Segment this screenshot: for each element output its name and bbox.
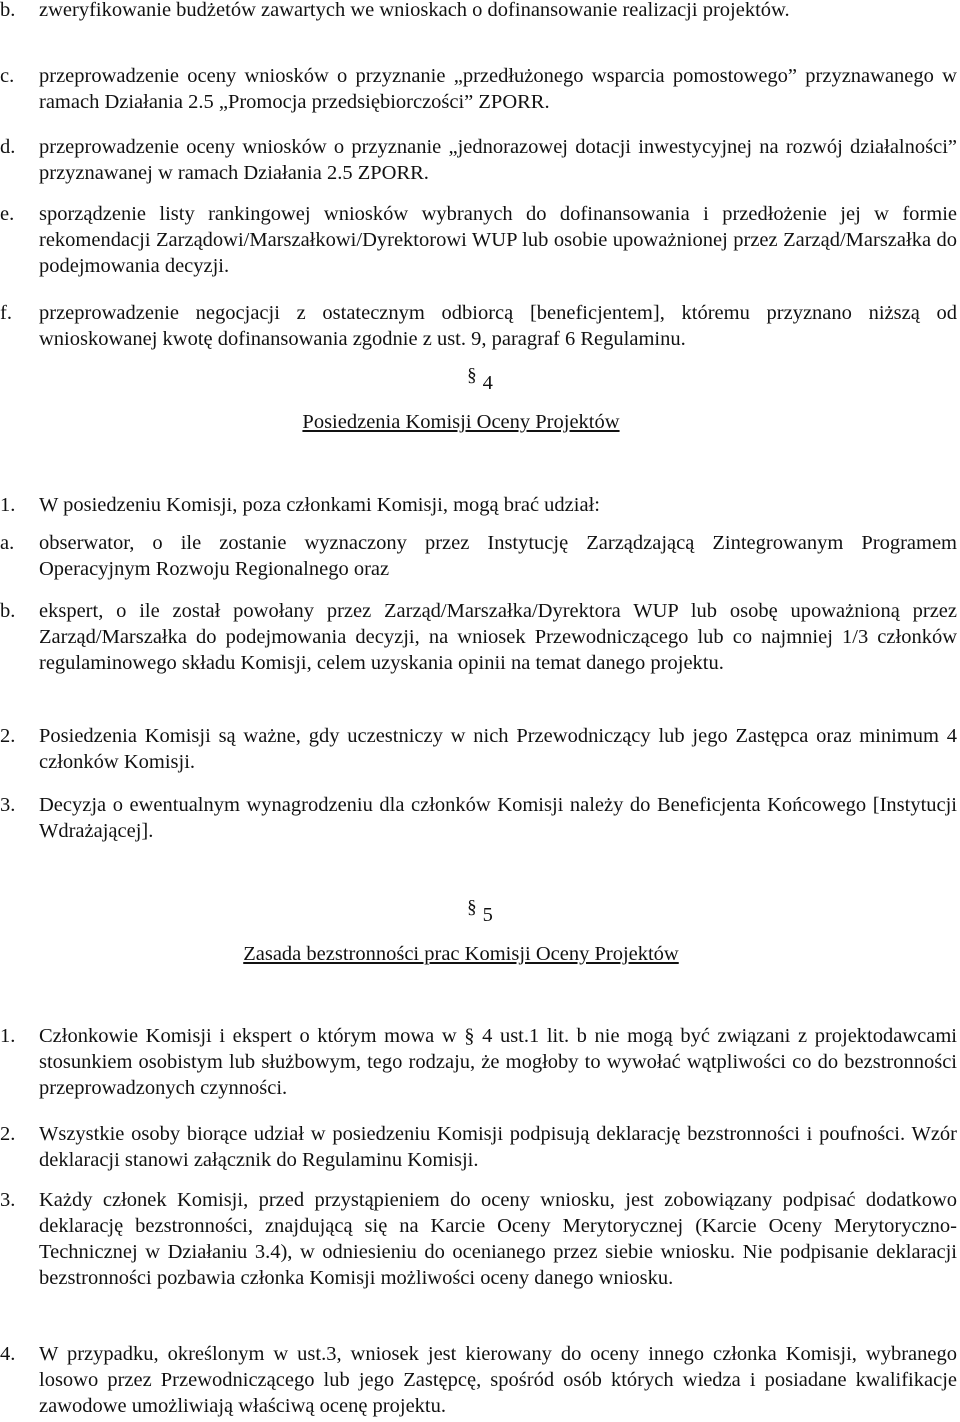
list-marker: 3.: [0, 1189, 16, 1211]
section-4-title: Posiedzenia Komisji Oceny Projektów: [302, 411, 620, 433]
list-item-text: przeprowadzenie oceny wniosków o przyznanie „jednorazowej dotacji inwestycyjnej na rozwój działalności” przyznawanej w ramach Działania 2.5 ZPORR.: [39, 136, 957, 184]
list-item-text: Członkowie Komisji i ekspert o którym mowa w § 4 ust.1 lit. b nie mogą być związani z projektodawcami stosunkiem osobistym lub służbowym, tego rodzaju, że mogłoby to wywołać wątpliwości co do bezstronności przeprowadzonych czynności.: [39, 1025, 957, 1099]
list-item: [0, 723, 957, 775]
list-item: [0, 63, 957, 115]
list-marker: 2.: [0, 725, 16, 747]
list-item: [0, 201, 957, 279]
list-item: [0, 300, 957, 352]
paragraph-symbol: §: [467, 897, 477, 918]
list-marker: 2.: [0, 1123, 16, 1145]
list-marker: e.: [0, 203, 15, 225]
list-item-text: W przypadku, określonym w ust.3, wniosek jest kierowany do oceny innego członka Komisji, wybranego losowo przez Przewodniczącego lub jego Zastępcę, spośród osób których wiedza i posiadane kwalifikacje zawodowe umożliwiają właściwą ocenę projektu.: [39, 1343, 957, 1417]
list-marker: 1.: [0, 1025, 16, 1047]
section-5-number: [0, 897, 960, 929]
section-4-number: [0, 365, 960, 397]
list-marker: 1.: [0, 494, 16, 516]
section-number: 5: [482, 904, 493, 926]
list-item: [0, 1187, 957, 1291]
list-marker: 4.: [0, 1343, 16, 1365]
list-item: [0, 792, 957, 844]
list-item: [0, 530, 957, 582]
list-item-text: W posiedzeniu Komisji, poza członkami Komisji, mogą brać udział:: [39, 494, 600, 516]
list-item-text: Wszystkie osoby biorące udział w posiedzeniu Komisji podpisują deklarację bezstronności i poufności. Wzór deklaracji stanowi załącznik do Regulaminu Komisji.: [39, 1123, 957, 1171]
list-marker: c.: [0, 65, 15, 87]
section-number: 4: [482, 372, 493, 394]
list-item: [0, 598, 957, 676]
list-item-text: obserwator, o ile zostanie wyznaczony przez Instytucję Zarządzającą Zintegrowanym Programem Operacyjnym Rozwoju Regionalnego oraz: [39, 532, 957, 580]
list-item: [0, 492, 957, 518]
list-item: [0, 1341, 957, 1419]
paragraph-symbol: §: [467, 365, 477, 386]
list-item-text: przeprowadzenie oceny wniosków o przyznanie „przedłużonego wsparcia pomostowego” przyznawanego w ramach Działania 2.5 „Promocja przedsiębiorczości” ZPORR.: [39, 65, 957, 113]
list-item-text: zweryfikowanie budżetów zawartych we wnioskach o dofinansowanie realizacji projektów.: [39, 0, 790, 21]
list-item-text: Decyzja o ewentualnym wynagrodzeniu dla członków Komisji należy do Beneficjenta Końcowego [Instytucji Wdrażającej].: [39, 794, 957, 842]
list-marker: 3.: [0, 794, 16, 816]
list-item: [0, 1121, 957, 1173]
list-item-text: przeprowadzenie negocjacji z ostatecznym odbiorcą [beneficjentem], któremu przyznano niższą od wnioskowanej kwotę dofinansowania zgodnie z ust. 9, paragraf 6 Regulaminu.: [39, 302, 957, 350]
list-item: [0, 134, 957, 186]
list-marker: b.: [0, 600, 16, 622]
list-marker: d.: [0, 136, 16, 158]
list-marker: b.: [0, 0, 16, 21]
list-marker: a.: [0, 532, 15, 554]
list-item: [0, 1023, 957, 1101]
list-item-text: sporządzenie listy rankingowej wniosków wybranych do dofinansowania i przedłożenie jej w formie rekomendacji Zarządowi/Marszałkowi/Dyrektorowi WUP lub osobie upoważnionej przez Zarząd/Marszałka do podejmowania decyzji.: [39, 203, 957, 277]
section-5-title: Zasada bezstronności prac Komisji Oceny Projektów: [243, 943, 679, 965]
list-item-text: Posiedzenia Komisji są ważne, gdy uczestniczy w nich Przewodniczący lub jego Zastępca oraz minimum 4 członków Komisji.: [39, 725, 957, 773]
list-item-text: ekspert, o ile został powołany przez Zarząd/Marszałka/Dyrektora WUP lub osobę upoważnioną przez Zarząd/Marszałka do podejmowania decyzji, na wniosek Przewodniczącego lub co najmniej 1/3 członków regulaminowego składu Komisji, celem uzyskania opinii na temat danego projektu.: [39, 600, 957, 674]
list-item-text: Każdy członek Komisji, przed przystąpieniem do oceny wniosku, jest zobowiązany podpisać dodatkowo deklarację bezstronności, znajdującą się na Karcie Oceny Merytorycznej (Karcie Oceny Merytoryczno-Technicznej w Działaniu 3.4), w odniesieniu do ocenianego przez siebie wniosku. Nie podpisanie deklaracji bezstronności pozbawia członka Komisji możliwości oceny danego wniosku.: [39, 1189, 957, 1289]
list-marker: f.: [0, 302, 12, 324]
list-item: [0, 0, 957, 23]
